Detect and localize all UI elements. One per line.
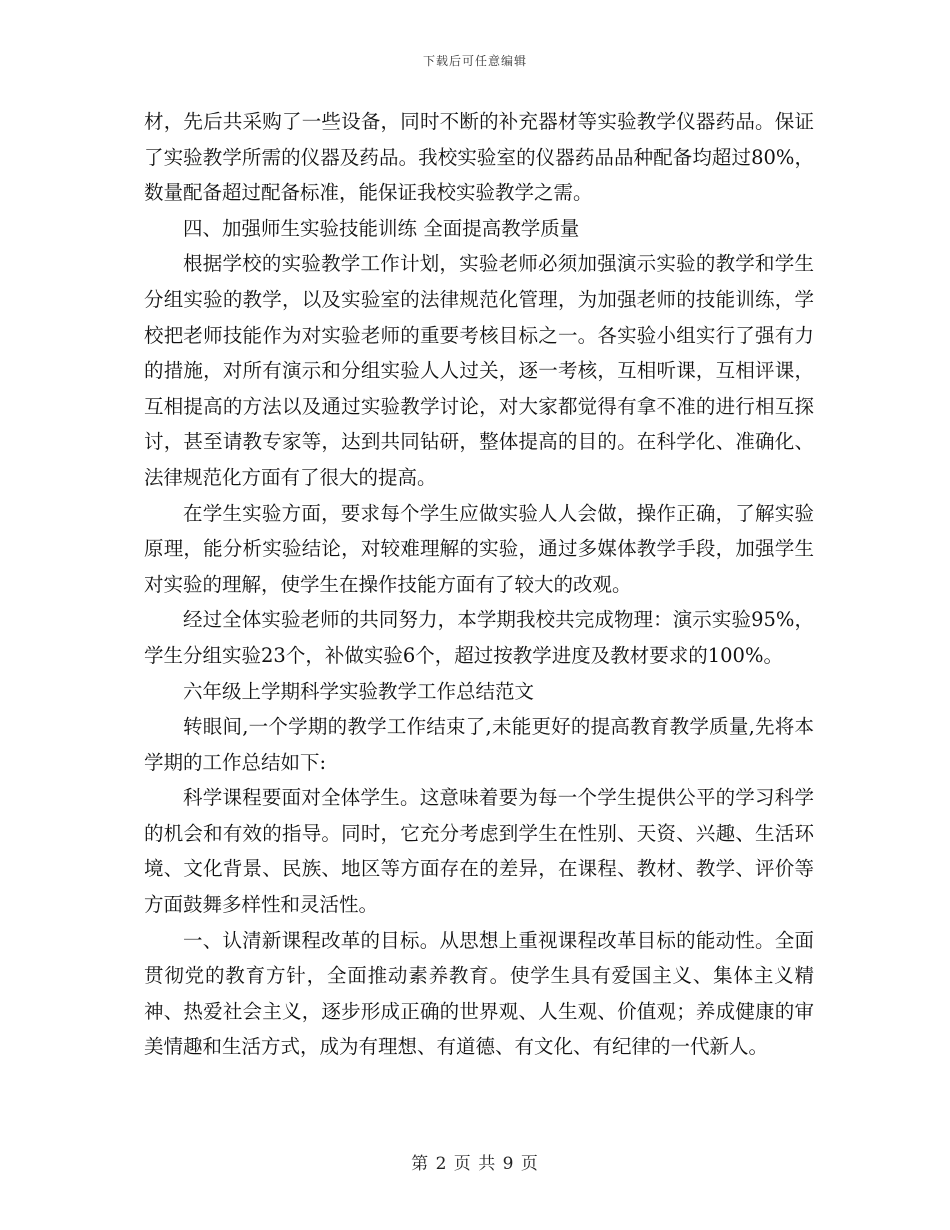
page-footer: 第 2 页 共 9 页 xyxy=(411,1154,539,1174)
paragraph-5: 转眼间,一个学期的教学工作结束了,未能更好的提高教育教学质量,先将本学期的工作总结如下: xyxy=(144,715,814,774)
document-body xyxy=(144,104,814,1065)
paragraph-2: 根据学校的实验教学工作计划，实验老师必须加强演示实验的教学和学生分组实验的教学，以及实验室的法律规范化管理，为加强老师的技能训练，学校把老师技能作为对实验老师的重要考核目标之一。各实验小组实行了强有力的措施，对所有演示和分组实验人人过关，逐一考核，互相听课，互相评课，互相提高的方法以及通过实验教学讨论，对大家都觉得有拿不准的进行相互探讨，甚至请教专家等，达到共同钻研，整体提高的目的。在科学化、准确化、法律规范化方面有了很大的提高。 xyxy=(144,252,814,489)
section-heading-4: 四、加强师生实验技能训练 全面提高教学质量 xyxy=(183,216,580,240)
paragraph-1: 材，先后共采购了一些设备，同时不断的补充器材等实验教学仪器药品。保证了实验教学所需的仪器及药品。我校实验室的仪器药品品种配备均超过80%，数量配备超过配备标准，能保证我校实验教学之需。 xyxy=(144,110,814,205)
document-subtitle: 六年级上学期科学实验教学工作总结范文 xyxy=(183,679,535,703)
paragraph-4: 经过全体实验老师的共同努力，本学期我校共完成物理：演示实验95%，学生分组实验23个，补做实验6个，超过按教学进度及教材要求的100%。 xyxy=(144,608,814,667)
paragraph-6: 科学课程要面对全体学生。这意味着要为每一个学生提供公平的学习科学的机会和有效的指导。同时，它充分考虑到学生在性别、天资、兴趣、生活环境、文化背景、民族、地区等方面存在的差异，在课程、教材、教学、评价等方面鼓舞多样性和灵活性。 xyxy=(144,786,814,917)
page-header: 下载后可任意编辑 xyxy=(422,54,527,68)
paragraph-7: 一、认清新课程改革的目标。从思想上重视课程改革目标的能动性。全面贯彻党的教育方针，全面推动素养教育。使学生具有爱国主义、集体主义精神、热爱社会主义，逐步形成正确的世界观、人生观、价值观；养成健康的审美情趣和生活方式，成为有理想、有道德、有文化、有纪律的一代新人。 xyxy=(144,928,814,1059)
paragraph-3: 在学生实验方面，要求每个学生应做实验人人会做，操作正确，了解实验原理，能分析实验结论，对较难理解的实验，通过多媒体教学手段，加强学生对实验的理解，使学生在操作技能方面有了较大的改观。 xyxy=(144,501,814,596)
